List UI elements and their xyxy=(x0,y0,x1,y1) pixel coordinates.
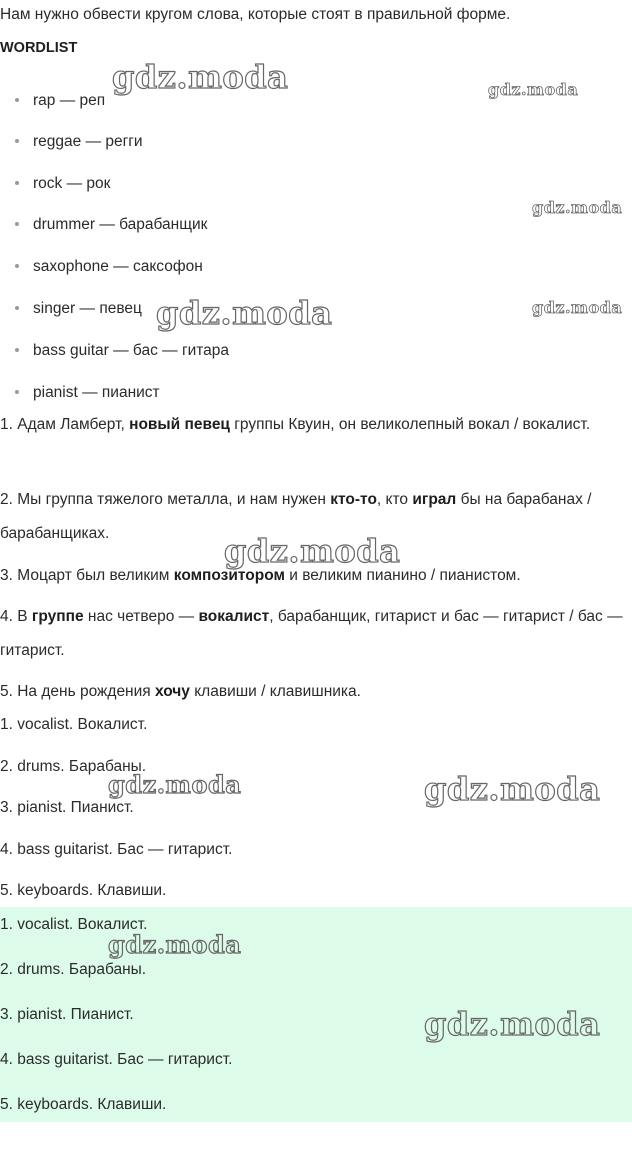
bullet-icon xyxy=(15,306,19,310)
watermark-logo: gdz.moda xyxy=(532,298,623,317)
watermark-logo: gdz.moda xyxy=(108,930,242,959)
sentence-2: 2. Мы группа тяжелого металла, и нам нужен кто-то, кто играл бы на барабанах / барабанщиках. xyxy=(0,491,592,542)
highlighted-answer-line: 1. vocalist. Вокалист. xyxy=(0,916,148,933)
bullet-icon xyxy=(15,181,19,185)
watermark-logo: gdz.moda xyxy=(156,294,333,332)
list-item: reggae — регги xyxy=(15,133,143,151)
sentence-4: 4. В группе нас четверо — вокалист, барабанщик, гитарист и бас — гитарист / бас — гитарист. xyxy=(0,608,623,659)
sentence-5: 5. На день рождения хочу клавиши / клавишника. xyxy=(0,683,361,700)
bullet-icon xyxy=(15,390,19,394)
bullet-icon xyxy=(15,98,19,102)
watermark-logo: gdz.moda xyxy=(532,198,623,217)
sentence-3: 3. Моцарт был великим композитором и великим пианино / пианистом. xyxy=(0,567,521,584)
bullet-icon xyxy=(15,348,19,352)
answer-line: 3. pianist. Пианист. xyxy=(0,799,134,816)
watermark-logo: gdz.moda xyxy=(424,1005,601,1043)
bullet-icon xyxy=(15,139,19,143)
watermark-logo: gdz.moda xyxy=(224,532,401,570)
list-item: pianist — пианист xyxy=(15,384,160,402)
list-item: rap — реп xyxy=(15,92,105,110)
highlighted-answer-line: 4. bass guitarist. Бас — гитарист. xyxy=(0,1051,233,1068)
watermark-logo: gdz.moda xyxy=(108,770,242,799)
watermark-logo: gdz.moda xyxy=(112,58,289,96)
bullet-icon xyxy=(15,264,19,268)
list-item: bass guitar — бас — гитара xyxy=(15,342,229,360)
sentence-1: 1. Адам Ламберт, новый певец группы Квуин, он великолепный вокал / вокалист. xyxy=(0,416,591,433)
wordlist-heading: WORDLIST xyxy=(0,40,78,56)
highlighted-answer-line: 3. pianist. Пианист. xyxy=(0,1006,134,1023)
list-item: rock — рок xyxy=(15,175,110,193)
watermark-logo: gdz.moda xyxy=(488,80,579,99)
answer-line: 5. keyboards. Клавиши. xyxy=(0,882,167,899)
answer-line: 1. vocalist. Вокалист. xyxy=(0,716,148,733)
answer-line: 4. bass guitarist. Бас — гитарист. xyxy=(0,841,233,858)
watermark-logo: gdz.moda xyxy=(424,770,601,808)
intro-text: Нам нужно обвести кругом слова, которые стоят в правильной форме. xyxy=(0,6,511,23)
highlighted-answer-line: 2. drums. Барабаны. xyxy=(0,961,147,978)
list-item: drummer — барабанщик xyxy=(15,216,207,234)
list-item: saxophone — саксофон xyxy=(15,258,203,276)
highlighted-answer-line: 5. keyboards. Клавиши. xyxy=(0,1096,167,1113)
list-item: singer — певец xyxy=(15,300,142,318)
answer-line: 2. drums. Барабаны. xyxy=(0,758,147,775)
bullet-icon xyxy=(15,222,19,226)
